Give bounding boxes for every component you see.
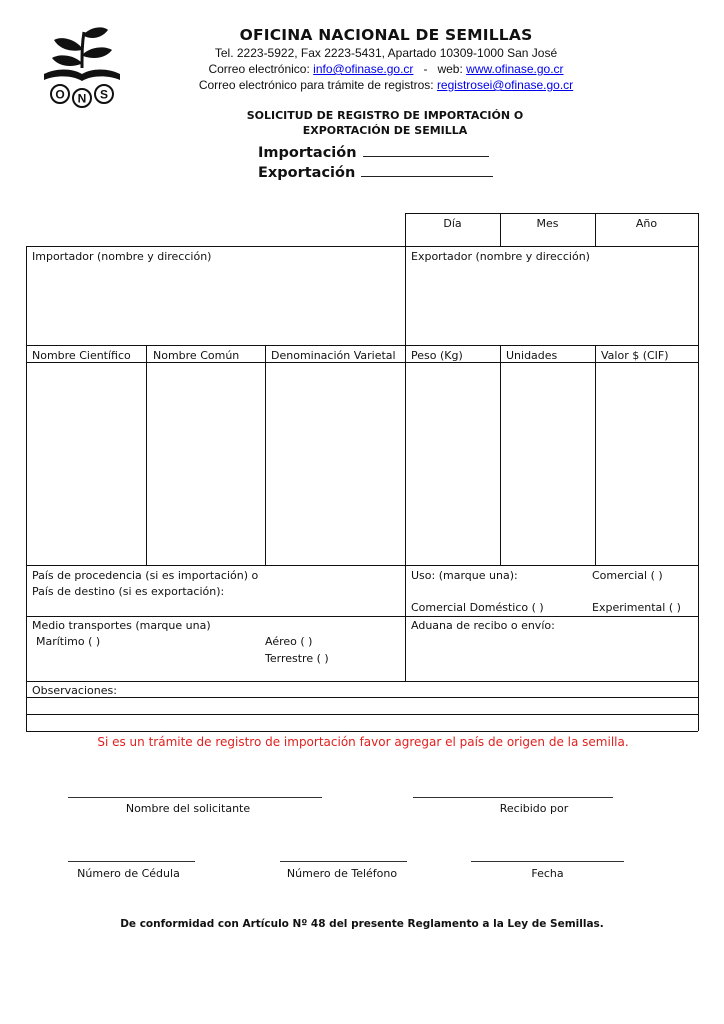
recibido-label: Recibido por xyxy=(499,802,569,815)
contact-line: Tel. 2223-5922, Fax 2223-5431, Apartado 10309-1000 San José xyxy=(214,46,558,60)
solicitante-label: Nombre del solicitante xyxy=(125,802,251,815)
grid-line xyxy=(26,565,698,566)
telefono-label: Número de Teléfono xyxy=(286,867,398,880)
grid-line xyxy=(26,697,698,698)
origin-note: Si es un trámite de registro de importación favor agregar el país de origen de la semilla. xyxy=(97,735,629,749)
recibido-signature-line[interactable] xyxy=(413,797,613,798)
grid-line xyxy=(26,714,698,715)
pais-destino-label: País de destino (si es exportación): xyxy=(32,585,225,598)
grid-line xyxy=(405,213,406,681)
cedula-line[interactable] xyxy=(68,861,195,862)
grid-line xyxy=(26,731,698,732)
email-line xyxy=(170,61,602,77)
col-peso: Peso (Kg) xyxy=(411,349,463,362)
pais-procedencia-label: País de procedencia (si es importación) o xyxy=(32,569,259,582)
letterhead xyxy=(170,26,602,93)
col-nombre-comun: Nombre Común xyxy=(153,349,240,362)
importador-label: Importador (nombre y dirección) xyxy=(32,250,212,263)
transporte-maritimo-option[interactable]: Marítimo ( ) xyxy=(36,635,101,648)
aduana-label: Aduana de recibo o envío: xyxy=(411,619,555,632)
importacion-line xyxy=(258,144,489,161)
grid-line xyxy=(146,345,147,565)
date-anio-label: Año xyxy=(635,217,658,230)
form-title-line1: SOLICITUD DE REGISTRO DE IMPORTACIÓN O xyxy=(246,109,524,122)
email-label: Correo electrónico: xyxy=(208,62,310,76)
uso-experimental-option[interactable]: Experimental ( ) xyxy=(592,601,681,614)
grid-line xyxy=(698,213,699,731)
exportacion-label: Exportación xyxy=(258,165,356,181)
fecha-line[interactable] xyxy=(471,861,624,862)
registry-email-link[interactable]: registrosei@ofinase.go.cr xyxy=(436,78,574,92)
uso-label: Uso: (marque una): xyxy=(411,569,518,582)
form-title xyxy=(190,108,580,138)
legal-footer: De conformidad con Artículo Nº 48 del presente Reglamento a la Ley de Semillas. xyxy=(120,918,604,930)
telefono-line[interactable] xyxy=(280,861,407,862)
grid-line xyxy=(595,345,596,565)
grid-line xyxy=(26,345,698,346)
web-link[interactable]: www.ofinase.go.cr xyxy=(466,62,564,76)
grid-line xyxy=(500,345,501,565)
exportacion-blank[interactable] xyxy=(361,164,493,177)
col-denominacion-varietal: Denominación Varietal xyxy=(271,349,396,362)
fecha-label: Fecha xyxy=(531,867,564,880)
exportacion-line xyxy=(258,164,493,181)
logo-letter-o: O xyxy=(55,87,65,102)
transporte-aereo-option[interactable]: Aéreo ( ) xyxy=(265,635,313,648)
logo-letter-n: N xyxy=(77,91,87,106)
uso-domestico-option[interactable]: Comercial Doméstico ( ) xyxy=(411,601,544,614)
col-valor: Valor $ (CIF) xyxy=(601,349,669,362)
solicitante-signature-line[interactable] xyxy=(68,797,322,798)
transporte-label: Medio transportes (marque una) xyxy=(32,619,211,632)
web-label: web: xyxy=(437,62,463,76)
importacion-label: Importación xyxy=(258,145,357,161)
web-separator: - xyxy=(423,62,428,76)
grid-line xyxy=(26,681,698,682)
grid-line xyxy=(26,616,698,617)
importacion-blank[interactable] xyxy=(363,144,489,157)
grid-line xyxy=(26,246,27,731)
email-link[interactable]: info@ofinase.go.cr xyxy=(313,62,414,76)
grid-line xyxy=(26,246,698,247)
uso-comercial-option[interactable]: Comercial ( ) xyxy=(592,569,663,582)
grid-line xyxy=(265,345,266,565)
date-dia-label: Día xyxy=(443,217,462,230)
registry-email-label: Correo electrónico para trámite de registros: xyxy=(198,78,434,92)
col-nombre-cientifico: Nombre Científico xyxy=(32,349,131,362)
registry-email-line xyxy=(170,77,602,93)
exportador-label: Exportador (nombre y dirección) xyxy=(411,250,590,263)
cedula-label: Número de Cédula xyxy=(77,867,180,880)
seedling-icon xyxy=(44,27,120,81)
form-title-line2: EXPORTACIÓN DE SEMILLA xyxy=(302,124,468,137)
transporte-terrestre-option[interactable]: Terrestre ( ) xyxy=(265,652,329,665)
grid-line xyxy=(405,213,698,214)
observaciones-label: Observaciones: xyxy=(32,684,117,697)
logo-letter-s: S xyxy=(99,87,109,102)
org-name: OFICINA NACIONAL DE SEMILLAS xyxy=(239,26,533,44)
ons-logo xyxy=(38,24,126,110)
col-unidades: Unidades xyxy=(506,349,558,362)
date-mes-label: Mes xyxy=(536,217,559,230)
